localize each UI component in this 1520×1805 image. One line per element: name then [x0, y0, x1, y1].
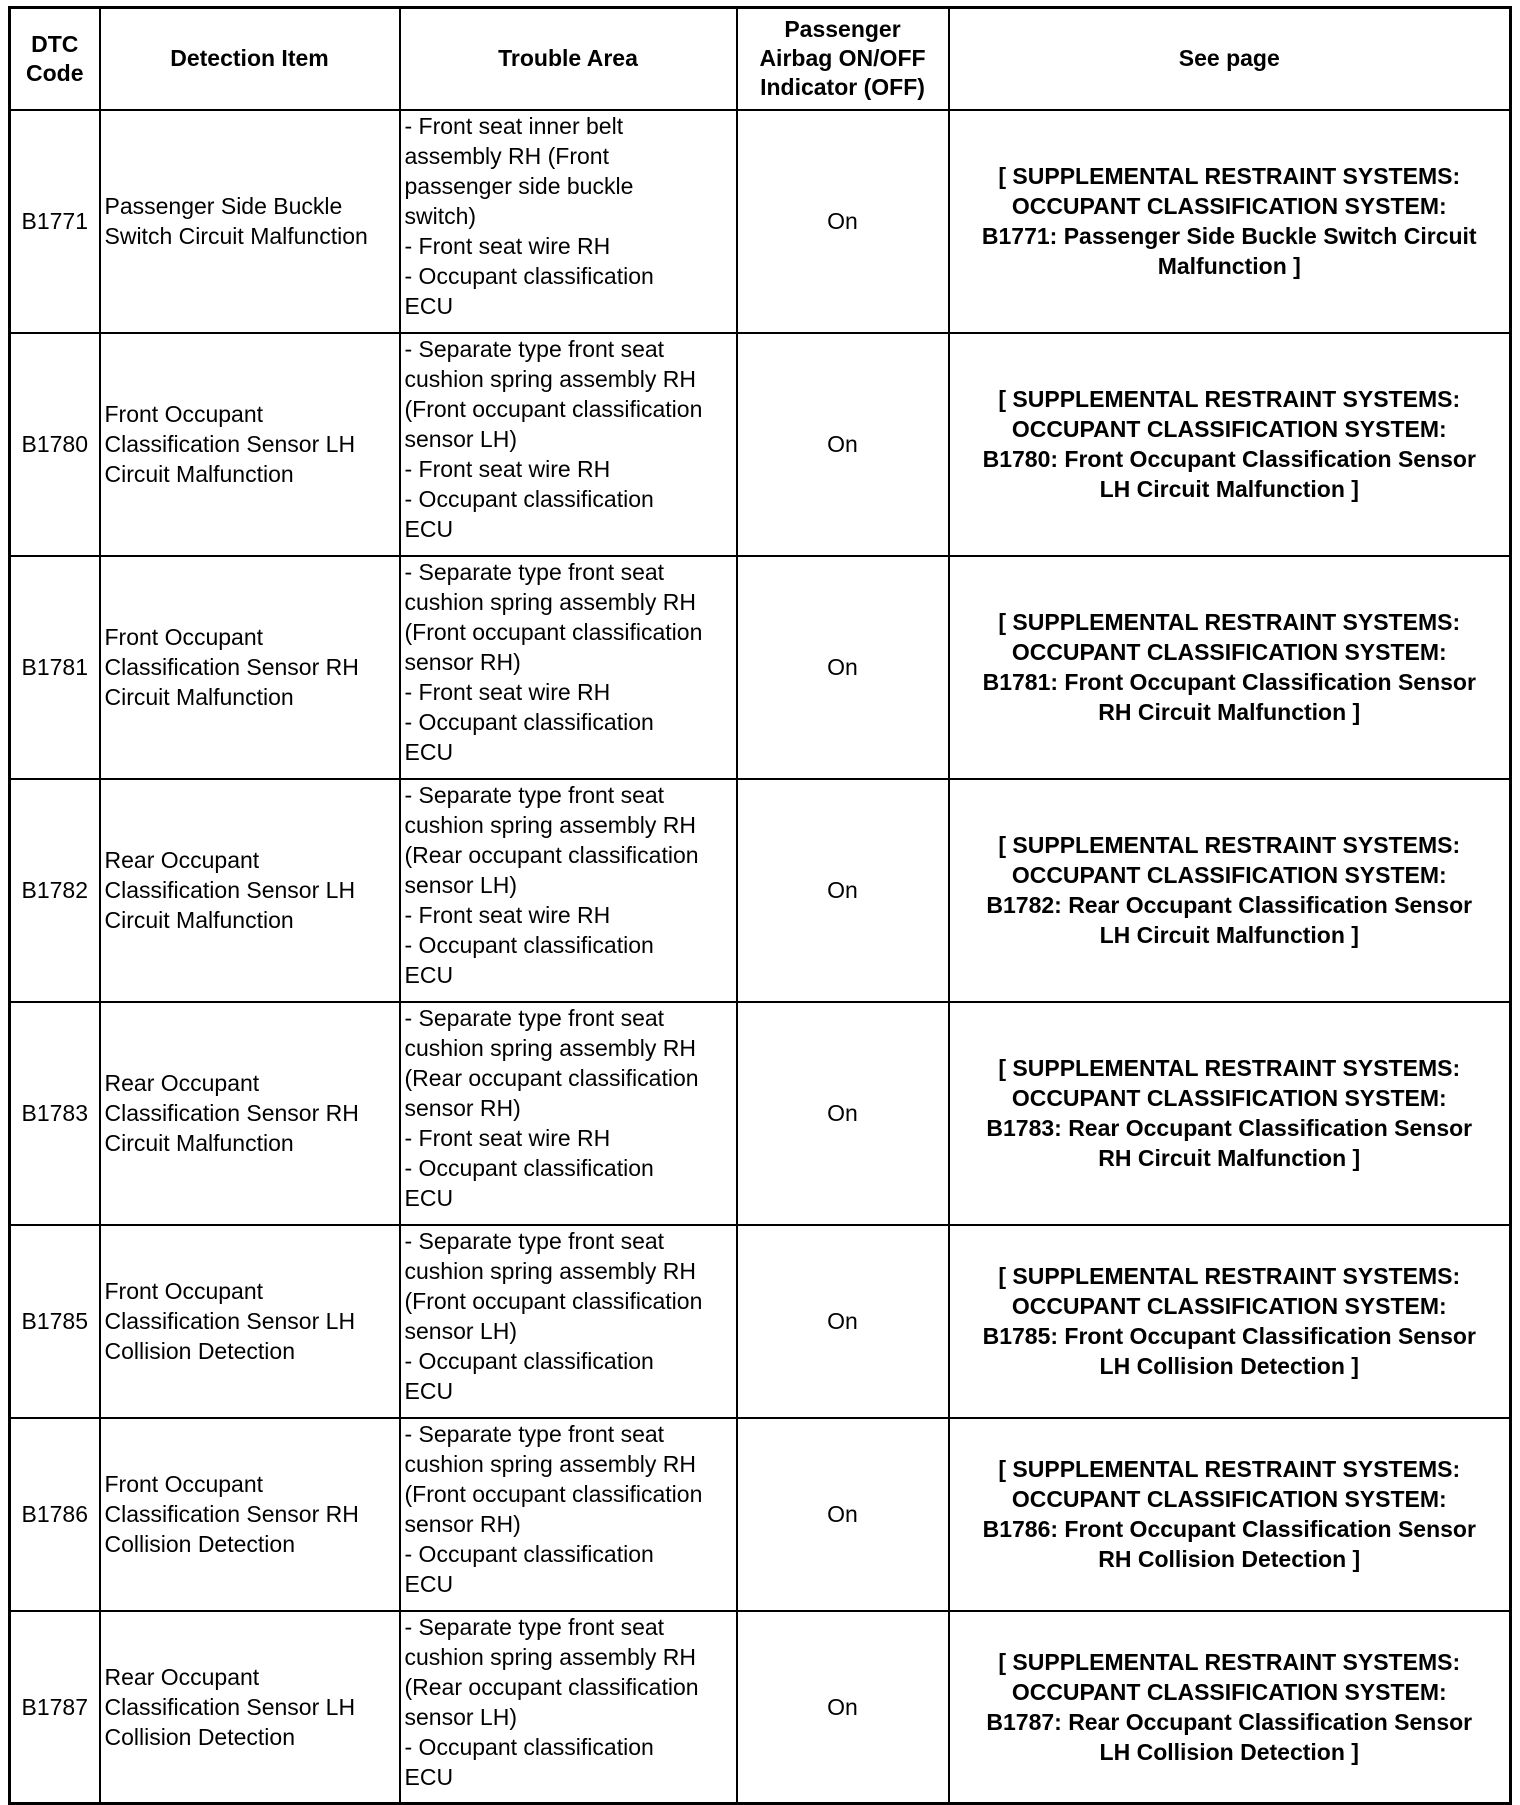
item-line: Rear Occupant [104, 1070, 260, 1096]
table-row [10, 1418, 1511, 1611]
area-line: (Rear occupant classification [404, 841, 699, 868]
item-line: Passenger Side Buckle [104, 193, 343, 219]
trouble-area-cell [400, 556, 737, 779]
item-line: Front Occupant [104, 1471, 264, 1497]
area-line: - Occupant classification [404, 1540, 654, 1567]
page-line: OCCUPANT CLASSIFICATION SYSTEM: [1011, 1085, 1447, 1111]
see-page-link[interactable] [949, 779, 1511, 1002]
indicator-cell: On [737, 556, 949, 779]
detection-item-cell [100, 1611, 400, 1804]
item-line: Collision Detection [104, 1338, 295, 1364]
dtc-code-cell: B1771 [10, 110, 100, 333]
item-line: Classification Sensor LH [104, 1693, 356, 1720]
table-row [10, 779, 1511, 1002]
table-row [10, 333, 1511, 556]
item-line: Collision Detection [104, 1531, 295, 1557]
page-line: [ SUPPLEMENTAL RESTRAINT SYSTEMS: [998, 832, 1461, 858]
page-line: LH Circuit Malfunction ] [1099, 922, 1359, 948]
page-line: B1787: Rear Occupant Classification Sensor [986, 1708, 1473, 1735]
area-line: - Occupant classification [404, 1347, 654, 1374]
area-line: - Front seat wire RH [404, 901, 611, 928]
page-line: LH Circuit Malfunction ] [1099, 476, 1359, 502]
area-line: ECU [404, 738, 454, 765]
area-line: ECU [404, 1377, 454, 1404]
page-line: B1782: Rear Occupant Classification Sensor [986, 892, 1473, 918]
see-page-link[interactable] [949, 1225, 1511, 1418]
see-page-link[interactable] [949, 110, 1511, 333]
item-line: Circuit Malfunction [104, 684, 294, 710]
area-line: - Occupant classification [404, 931, 654, 958]
page-line: [ SUPPLEMENTAL RESTRAINT SYSTEMS: [998, 386, 1461, 412]
page-line: OCCUPANT CLASSIFICATION SYSTEM: [1011, 193, 1447, 219]
dtc-code-cell: B1787 [10, 1611, 100, 1804]
header-indicator: Passenger Airbag ON/OFF Indicator (OFF) [737, 8, 949, 110]
trouble-area-cell [400, 1418, 737, 1611]
item-line: Classification Sensor RH [104, 1501, 359, 1527]
dtc-code-cell: B1781 [10, 556, 100, 779]
area-line: - Front seat wire RH [404, 1124, 611, 1151]
page-line: [ SUPPLEMENTAL RESTRAINT SYSTEMS: [998, 609, 1461, 635]
area-line: - Separate type front seat [404, 781, 665, 808]
detection-item-cell [100, 110, 400, 333]
area-line: cushion spring assembly RH [404, 811, 696, 838]
dtc-code-cell: B1780 [10, 333, 100, 556]
item-line: Classification Sensor LH [104, 431, 356, 457]
area-line: - Occupant classification [404, 1154, 654, 1181]
see-page-link[interactable] [949, 333, 1511, 556]
area-line: - Front seat wire RH [404, 232, 611, 259]
area-line: - Front seat inner belt [404, 112, 624, 139]
item-line: Circuit Malfunction [104, 907, 294, 933]
dtc-code-cell: B1782 [10, 779, 100, 1002]
page-line: RH Circuit Malfunction ] [1098, 1145, 1361, 1171]
area-line: - Occupant classification [404, 485, 654, 512]
area-line: (Front occupant classification [404, 395, 703, 422]
item-line: Classification Sensor RH [104, 654, 359, 680]
page-line: OCCUPANT CLASSIFICATION SYSTEM: [1011, 639, 1447, 665]
indicator-cell: On [737, 333, 949, 556]
detection-item-cell [100, 333, 400, 556]
dtc-code-cell: B1785 [10, 1225, 100, 1418]
item-line: Front Occupant [104, 624, 264, 650]
area-line: switch) [404, 202, 477, 229]
dtc-code-cell: B1786 [10, 1418, 100, 1611]
indicator-cell: On [737, 1611, 949, 1804]
trouble-area-cell [400, 779, 737, 1002]
indicator-cell: On [737, 1225, 949, 1418]
area-line: sensor RH) [404, 1094, 521, 1121]
page-line: B1786: Front Occupant Classification Sensor [982, 1516, 1476, 1542]
indicator-cell: On [737, 1418, 949, 1611]
item-line: Classification Sensor LH [104, 877, 356, 903]
area-line: (Front occupant classification [404, 618, 703, 645]
indicator-cell: On [737, 1002, 949, 1225]
area-line: (Front occupant classification [404, 1480, 703, 1507]
item-line: Front Occupant [104, 401, 264, 427]
area-line: sensor RH) [404, 1510, 521, 1537]
page-line: LH Collision Detection ] [1099, 1353, 1359, 1379]
page-line: OCCUPANT CLASSIFICATION SYSTEM: [1011, 1486, 1447, 1512]
area-line: - Separate type front seat [404, 1613, 665, 1640]
detection-item-cell [100, 1225, 400, 1418]
trouble-area-cell [400, 1002, 737, 1225]
area-line: ECU [404, 1184, 454, 1211]
detection-item-cell [100, 779, 400, 1002]
item-line: Rear Occupant [104, 1663, 260, 1690]
header-dtc-code: DTC Code [10, 8, 100, 110]
page-line: OCCUPANT CLASSIFICATION SYSTEM: [1011, 1293, 1447, 1319]
item-line: Classification Sensor RH [104, 1100, 359, 1126]
page-line: OCCUPANT CLASSIFICATION SYSTEM: [1011, 862, 1447, 888]
header-see-page: See page [949, 8, 1511, 110]
table-row [10, 556, 1511, 779]
see-page-link[interactable] [949, 1002, 1511, 1225]
area-line: - Occupant classification [404, 262, 654, 289]
trouble-area-cell [400, 1225, 737, 1418]
area-line: cushion spring assembly RH [404, 588, 696, 615]
page-line: B1780: Front Occupant Classification Sensor [982, 446, 1476, 472]
area-line: - Separate type front seat [404, 1227, 665, 1254]
indicator-cell: On [737, 779, 949, 1002]
item-line: Collision Detection [104, 1723, 295, 1750]
page-line: LH Collision Detection ] [1099, 1738, 1359, 1765]
area-line: ECU [404, 292, 454, 319]
dtc-table [8, 6, 1512, 1805]
see-page-link[interactable] [949, 556, 1511, 779]
item-line: Rear Occupant [104, 847, 260, 873]
area-line: - Occupant classification [404, 708, 654, 735]
page-line: [ SUPPLEMENTAL RESTRAINT SYSTEMS: [998, 163, 1461, 189]
area-line: sensor LH) [404, 871, 517, 898]
area-line: - Separate type front seat [404, 558, 665, 585]
item-line: Front Occupant [104, 1278, 264, 1304]
detection-item-cell [100, 1002, 400, 1225]
page-line: [ SUPPLEMENTAL RESTRAINT SYSTEMS: [998, 1456, 1461, 1482]
page-line: [ SUPPLEMENTAL RESTRAINT SYSTEMS: [998, 1263, 1461, 1289]
trouble-area-cell [400, 1611, 737, 1804]
area-line: cushion spring assembly RH [404, 1034, 696, 1061]
area-line: cushion spring assembly RH [404, 1450, 696, 1477]
header-trouble-area: Trouble Area [400, 8, 737, 110]
area-line: - Separate type front seat [404, 335, 665, 362]
page-line: RH Circuit Malfunction ] [1098, 699, 1361, 725]
area-line: (Rear occupant classification [404, 1673, 699, 1700]
area-line: sensor LH) [404, 425, 517, 452]
page-line: B1783: Rear Occupant Classification Sensor [986, 1115, 1473, 1141]
area-line: ECU [404, 515, 454, 542]
item-line: Circuit Malfunction [104, 1130, 294, 1156]
area-line: ECU [404, 1763, 454, 1790]
page-line: [ SUPPLEMENTAL RESTRAINT SYSTEMS: [998, 1648, 1461, 1675]
item-line: Circuit Malfunction [104, 461, 294, 487]
area-line: sensor LH) [404, 1703, 517, 1730]
area-line: passenger side buckle [404, 172, 634, 199]
see-page-link[interactable] [949, 1611, 1511, 1804]
area-line: assembly RH (Front [404, 142, 609, 169]
area-line: cushion spring assembly RH [404, 1643, 696, 1670]
trouble-area-cell [400, 333, 737, 556]
indicator-cell: On [737, 110, 949, 333]
table-row [10, 110, 1511, 333]
area-line: - Separate type front seat [404, 1420, 665, 1447]
table-row [10, 1002, 1511, 1225]
page-line: B1771: Passenger Side Buckle Switch Circuit [981, 223, 1477, 249]
area-line: - Front seat wire RH [404, 678, 611, 705]
page-line: B1785: Front Occupant Classification Sensor [982, 1323, 1476, 1349]
item-line: Classification Sensor LH [104, 1308, 356, 1334]
area-line: cushion spring assembly RH [404, 1257, 696, 1284]
dtc-code-cell: B1783 [10, 1002, 100, 1225]
header-row [10, 8, 1511, 110]
table-row [10, 1225, 1511, 1418]
detection-item-cell [100, 556, 400, 779]
area-line: - Occupant classification [404, 1733, 654, 1760]
item-line: Switch Circuit Malfunction [104, 223, 368, 249]
page-line: RH Collision Detection ] [1098, 1546, 1361, 1572]
page-line: Malfunction ] [1157, 253, 1301, 279]
page-line: [ SUPPLEMENTAL RESTRAINT SYSTEMS: [998, 1055, 1461, 1081]
see-page-link[interactable] [949, 1418, 1511, 1611]
trouble-area-cell [400, 110, 737, 333]
area-line: - Front seat wire RH [404, 455, 611, 482]
detection-item-cell [100, 1418, 400, 1611]
page-line: B1781: Front Occupant Classification Sensor [982, 669, 1476, 695]
area-line: ECU [404, 1570, 454, 1597]
area-line: - Separate type front seat [404, 1004, 665, 1031]
page-line: OCCUPANT CLASSIFICATION SYSTEM: [1011, 1678, 1447, 1705]
table-body [10, 110, 1511, 1804]
header-detection-item: Detection Item [100, 8, 400, 110]
area-line: sensor LH) [404, 1317, 517, 1344]
area-line: (Rear occupant classification [404, 1064, 699, 1091]
area-line: ECU [404, 961, 454, 988]
table-row [10, 1611, 1511, 1804]
area-line: cushion spring assembly RH [404, 365, 696, 392]
area-line: sensor RH) [404, 648, 521, 675]
page-line: OCCUPANT CLASSIFICATION SYSTEM: [1011, 416, 1447, 442]
area-line: (Front occupant classification [404, 1287, 703, 1314]
